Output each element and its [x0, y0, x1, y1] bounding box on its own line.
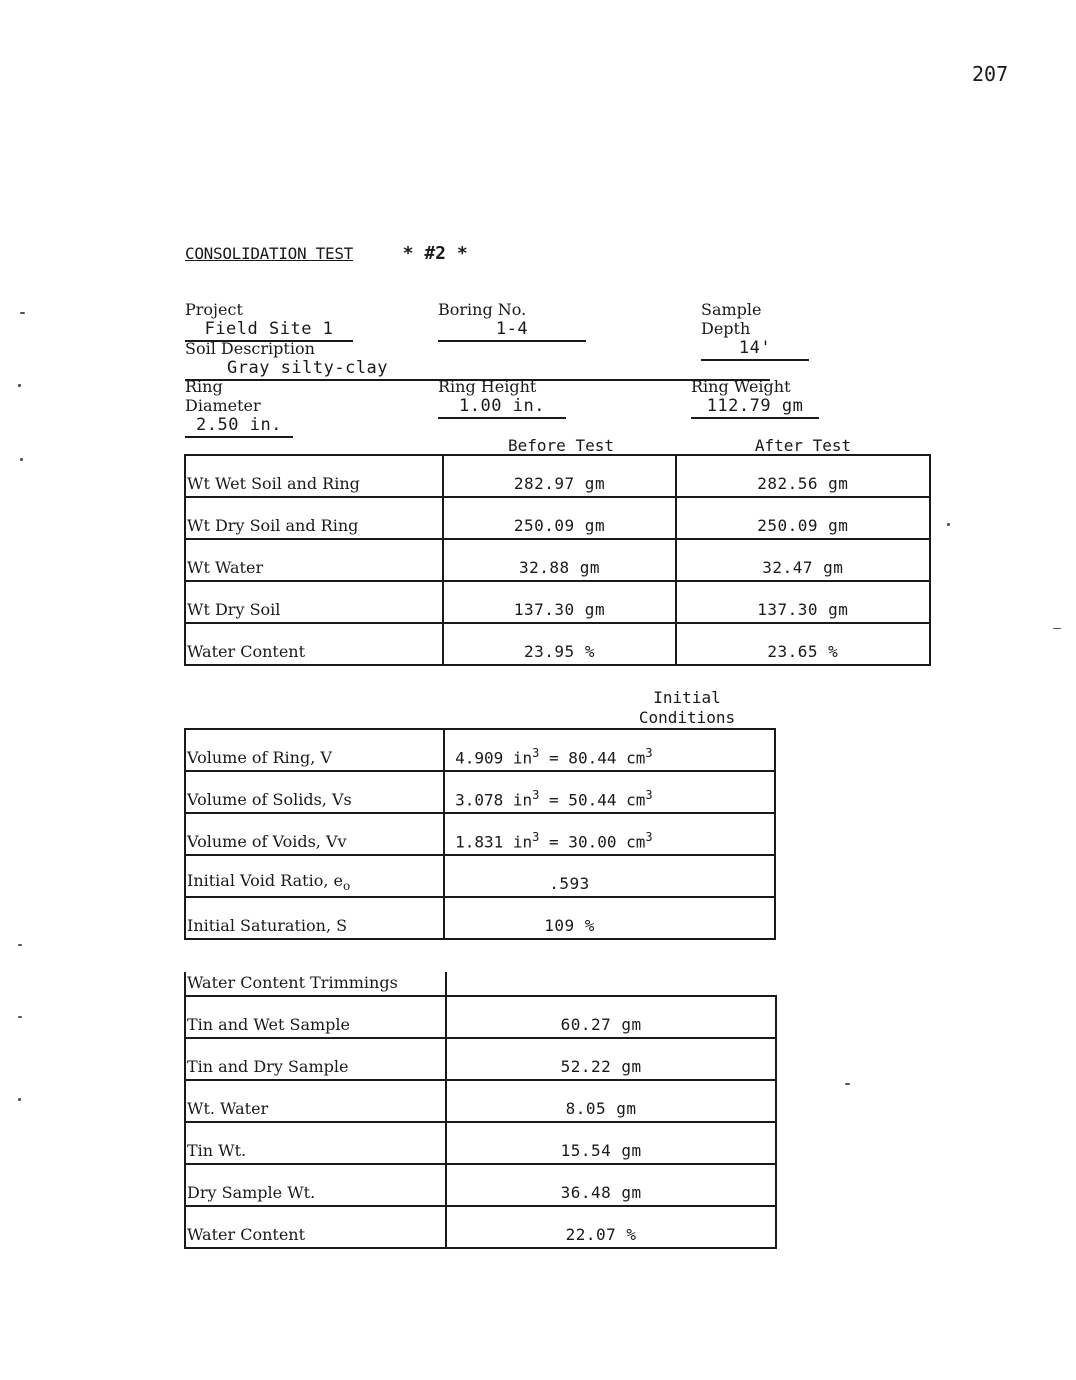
table-row [185, 623, 930, 665]
scan-speck [18, 944, 22, 946]
trim-value: 60.27 gm [446, 996, 776, 1038]
volume-value [444, 771, 775, 813]
soil-field [185, 339, 770, 381]
row-label: Wt. Water [185, 1080, 446, 1122]
trim-value: 36.48 gm [446, 1164, 776, 1206]
after-value: 282.56 gm [676, 455, 930, 497]
row-label: Wt Dry Soil [185, 581, 443, 623]
soil-label: Soil Description [185, 339, 315, 358]
table-row [185, 813, 775, 855]
table-row [185, 581, 930, 623]
table-row [185, 1164, 776, 1206]
value-in: 3.078 in [455, 790, 533, 809]
row-label: Volume of Ring, V [185, 729, 444, 771]
initial-header-line2: Conditions [638, 708, 736, 727]
row-label: Tin and Wet Sample [185, 996, 446, 1038]
weight-value: 112.79 gm [691, 396, 819, 419]
scan-speck [18, 1098, 21, 1101]
value-cm: = 80.44 cm [539, 748, 646, 767]
table-row [185, 497, 930, 539]
table-row [185, 455, 930, 497]
after-value: 23.65 % [676, 623, 930, 665]
void-ratio-label: Initial Void Ratio, e [187, 870, 343, 890]
empty-cell [446, 972, 776, 996]
row-label: Water Content [185, 1206, 446, 1248]
height-value: 1.00 in. [438, 396, 566, 419]
trimmings-table [184, 972, 777, 1249]
depth-value: 14' [701, 338, 809, 361]
diameter-value: 2.50 in. [185, 415, 293, 438]
diameter-label: Ring Diameter [185, 377, 261, 415]
depth-label: Sample Depth [701, 300, 762, 338]
height-label: Ring Height [438, 377, 537, 396]
table-row [185, 771, 775, 813]
row-label: Volume of Solids, Vs [185, 771, 444, 813]
before-value: 250.09 gm [443, 497, 675, 539]
before-value: 282.97 gm [443, 455, 675, 497]
table-row [185, 1122, 776, 1164]
weight-field [691, 377, 819, 419]
table-row [185, 1206, 776, 1248]
initial-conditions-table [184, 728, 776, 940]
scan-speck [20, 458, 23, 461]
exponent: 3 [645, 787, 653, 802]
row-label: Wt Dry Soil and Ring [185, 497, 443, 539]
value-in: 1.831 in [455, 832, 533, 851]
saturation-value: 109 % [444, 897, 775, 939]
scan-speck [845, 1083, 850, 1085]
before-value: 32.88 gm [443, 539, 675, 581]
void-ratio-value: .593 [444, 855, 775, 897]
table-row [185, 539, 930, 581]
table-row [185, 729, 775, 771]
height-field [438, 377, 566, 419]
row-label: Wt Water [185, 539, 443, 581]
row-label: Tin Wt. [185, 1122, 446, 1164]
row-label: Initial Saturation, S [185, 897, 444, 939]
before-test-header: Before Test [508, 436, 614, 455]
volume-value [444, 729, 775, 771]
project-label: Project [185, 300, 243, 319]
table-row [185, 855, 775, 897]
diameter-field [185, 377, 293, 438]
row-label [185, 855, 444, 897]
exponent: 3 [645, 829, 653, 844]
boring-value: 1-4 [438, 319, 586, 342]
trimmings-title: Water Content Trimmings [185, 972, 446, 996]
scan-speck [20, 312, 25, 314]
scan-speck [18, 1016, 22, 1018]
scan-speck [18, 384, 21, 387]
initial-conditions-header [600, 688, 774, 728]
after-value: 137.30 gm [676, 581, 930, 623]
before-value: 23.95 % [443, 623, 675, 665]
trim-value: 15.54 gm [446, 1122, 776, 1164]
scan-speck [1053, 628, 1061, 629]
after-value: 32.47 gm [676, 539, 930, 581]
row-label: Dry Sample Wt. [185, 1164, 446, 1206]
heading-mark: * #2 * [402, 243, 468, 264]
trim-value: 22.07 % [446, 1206, 776, 1248]
boring-label: Boring No. [438, 300, 527, 319]
scan-speck [947, 523, 950, 526]
value-in: 4.909 in [455, 748, 533, 767]
weight-label: Ring Weight [691, 377, 791, 396]
document-heading [185, 243, 468, 264]
row-label: Volume of Voids, Vv [185, 813, 444, 855]
project-value: Field Site 1 [185, 319, 353, 342]
volume-value [444, 813, 775, 855]
heading-title: CONSOLIDATION TEST [185, 244, 353, 263]
exponent: 3 [645, 745, 653, 760]
table-row [185, 1080, 776, 1122]
value-cm: = 50.44 cm [539, 790, 646, 809]
soil-text: Gray silty-clay [227, 358, 389, 378]
table-row [185, 1038, 776, 1080]
table-row [185, 897, 775, 939]
exponent: 3 [532, 787, 540, 802]
page-number: 207 [972, 62, 1009, 86]
initial-header-line1: Initial [653, 688, 721, 707]
before-value: 137.30 gm [443, 581, 675, 623]
table-row [185, 972, 776, 996]
value-cm: = 30.00 cm [539, 832, 646, 851]
exponent: 3 [532, 745, 540, 760]
before-after-table [184, 454, 931, 666]
row-label: Water Content [185, 623, 443, 665]
after-test-header: After Test [754, 436, 852, 455]
trim-value: 8.05 gm [446, 1080, 776, 1122]
row-label: Tin and Dry Sample [185, 1038, 446, 1080]
boring-field [438, 300, 586, 342]
table-row [185, 996, 776, 1038]
after-value: 250.09 gm [676, 497, 930, 539]
trim-value: 52.22 gm [446, 1038, 776, 1080]
project-field [185, 300, 353, 342]
row-label: Wt Wet Soil and Ring [185, 455, 443, 497]
exponent: 3 [532, 829, 540, 844]
subscript: o [342, 879, 351, 893]
